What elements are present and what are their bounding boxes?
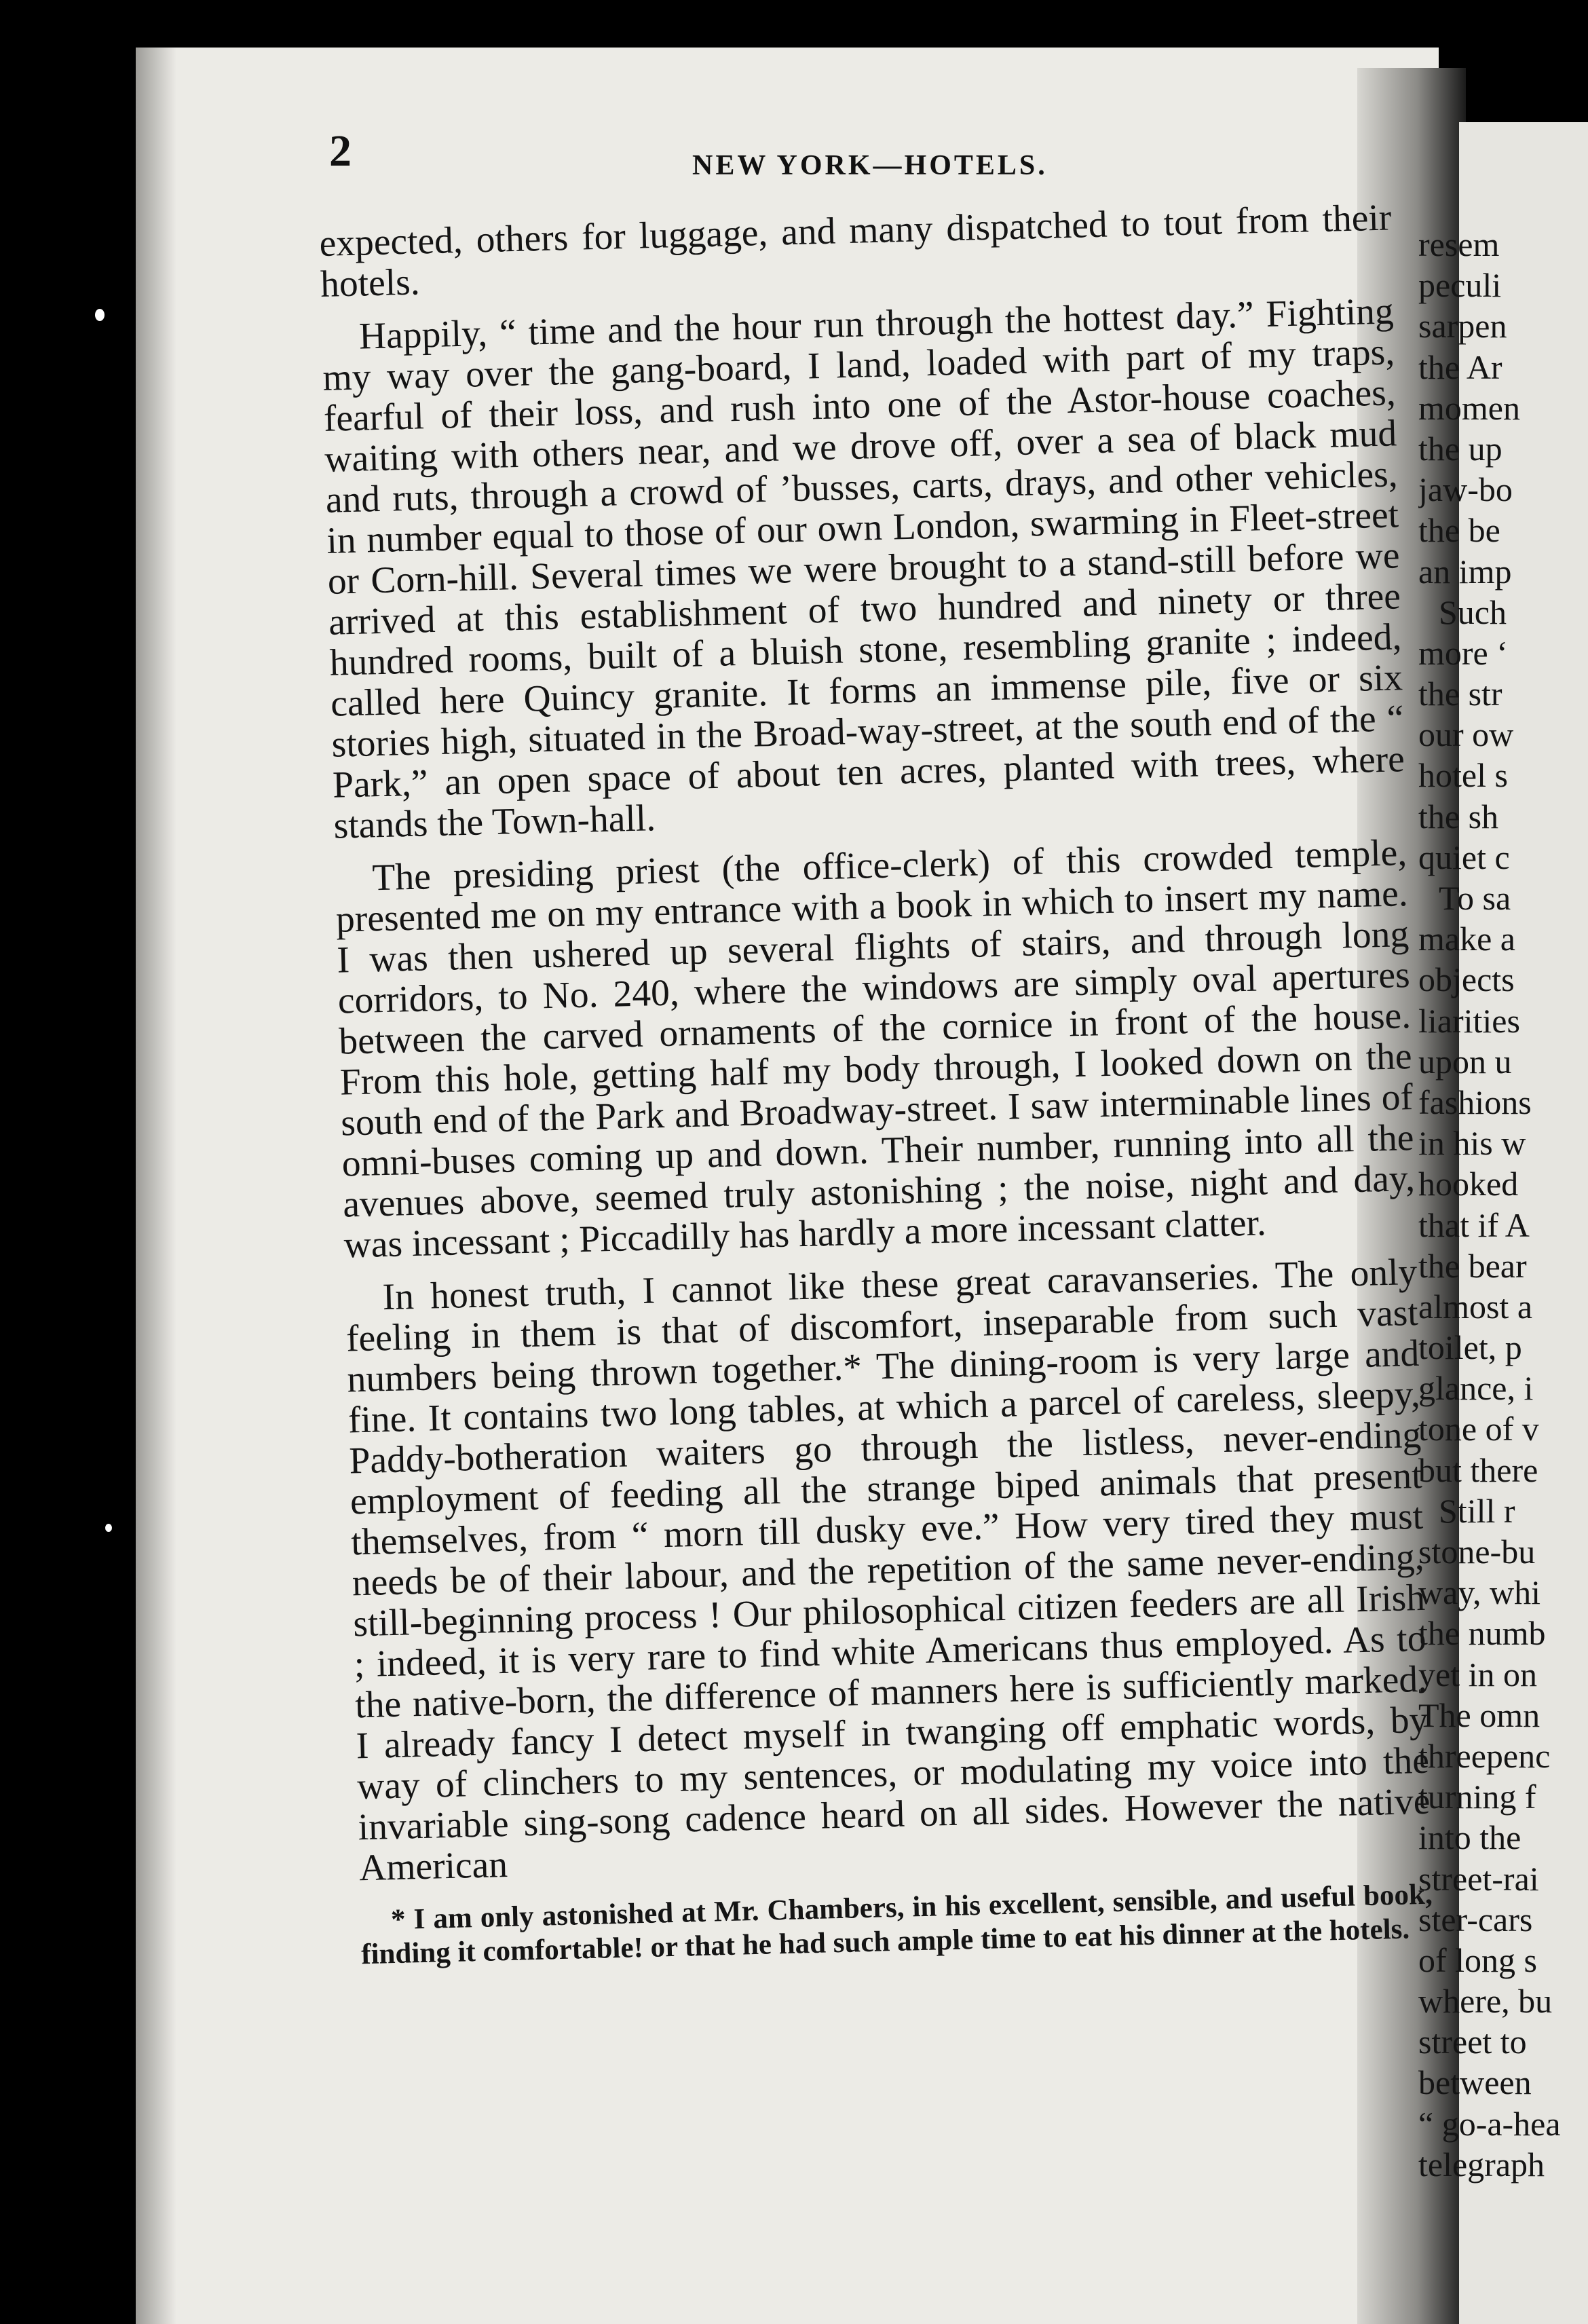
right-page-line: the numb	[1418, 1614, 1546, 1653]
right-page-line: between	[1418, 2063, 1532, 2102]
right-page-line: quiet c	[1418, 838, 1510, 876]
right-page-line: way, whi	[1418, 1573, 1541, 1612]
right-page-line: fashions	[1418, 1083, 1532, 1121]
right-page-line: almost a	[1418, 1287, 1533, 1326]
right-page-line: the be	[1418, 511, 1500, 550]
page-number: 2	[329, 126, 352, 176]
right-page-line: The omn	[1418, 1695, 1540, 1734]
right-page-line: “ go-a-hea	[1418, 2104, 1561, 2143]
footnote: * I am only astonished at Mr. Chambers, in his excellent, sensible, and useful book, finding it comfortable! or that he had such ample time to eat his dinner at the hotels.	[360, 1878, 1433, 1971]
right-page-line: tone of v	[1418, 1410, 1539, 1448]
right-page-text	[1418, 224, 1588, 2185]
right-page-line: glance, i	[1418, 1369, 1534, 1408]
paragraph: The presiding priest (the office-clerk) of this crowded temple, presented me on my entrance with a book in which to insert my name. I was then ushered up several flights of stairs, and through long corridors, to No. 240, where the windows are simply oval apertures between the carved ornaments of the cornice in front of the house. From this hole, getting half my body through, I looked down on the south end of the Park and Broadway-street. I saw interminable lines of omni-buses coming up and down. Their number, running into all the avenues above, seemed truly astonishing ; the noise, night and day, was incessant ; Piccadilly has hardly a more incessant clatter.	[335, 832, 1416, 1267]
right-page-line: an imp	[1418, 552, 1512, 591]
right-page-line: of long s	[1418, 1941, 1537, 1979]
right-page-line: the Ar	[1418, 348, 1502, 386]
dust-speck	[105, 1524, 112, 1532]
right-page-line: liarities	[1418, 1001, 1520, 1040]
right-page-line: into the	[1418, 1818, 1521, 1857]
right-page-line: objects	[1418, 960, 1515, 999]
right-page-line: the bear	[1418, 1246, 1527, 1285]
right-page-line: street-rai	[1418, 1859, 1539, 1898]
right-page-line: upon u	[1418, 1042, 1512, 1081]
right-page-line: To sa	[1439, 879, 1511, 917]
right-page-line: threepenc	[1418, 1736, 1551, 1775]
right-page-line: stone-bu	[1418, 1533, 1536, 1571]
right-page-line: hooked	[1418, 1165, 1519, 1203]
right-page-line: telegraph	[1418, 2145, 1545, 2184]
right-page-line: momen	[1418, 388, 1520, 427]
right-page-line: turning f	[1418, 1778, 1536, 1816]
right-page-line: peculi	[1418, 266, 1502, 305]
right-page-line: in his w	[1418, 1124, 1526, 1163]
right-page-line: jaw-bo	[1418, 470, 1513, 509]
dust-speck	[95, 309, 105, 321]
page-edge-shadow	[136, 48, 176, 2324]
right-page-line: that if A	[1418, 1205, 1530, 1244]
right-page-line: resem	[1418, 225, 1500, 263]
right-page-line: sarpen	[1418, 307, 1507, 345]
right-page-line: yet in on	[1418, 1655, 1537, 1693]
right-page-line: but there	[1418, 1450, 1538, 1489]
right-page-line: our ow	[1418, 715, 1514, 754]
paragraph: Happily, “ time and the hour run through the hottest day.” Fighting my way over the gang-board, I land, loaded with part of my traps, fearful of their loss, and rush into one of the Astor-house coaches, waiting with others near, and we drove off, over a sea of black mud and ruts, through a crowd of ’busses, carts, drays, and other vehicles, in number equal to those of our own London, swarming in Fleet-street or Corn-hill. Several times we were brought to a stand-still before we arrived at this establishment of two hundred and ninety or three hundred rooms, built of a bluish stone, resembling granite ; indeed, called here Quincy granite. It forms an immense pile, five or six stories high, situated in the Broad-way-street, at the south end of the “ Park,” an open space of about ten acres, planted with trees, where stands the Town-hall.	[322, 290, 1405, 847]
paragraph: expected, others for luggage, and many dispatched to tout from their hotels.	[318, 197, 1392, 305]
running-head: NEW YORK—HOTELS.	[692, 150, 1048, 181]
right-page-line: Still r	[1439, 1491, 1515, 1530]
right-page-line: toilet, p	[1418, 1328, 1522, 1367]
right-page-line: ster-cars	[1418, 1900, 1533, 1938]
right-page-line: the str	[1418, 675, 1502, 713]
body-text	[319, 198, 1435, 2001]
right-page-line: Such	[1439, 593, 1507, 631]
right-page-line: the sh	[1418, 797, 1499, 836]
right-page-line: hotel s	[1418, 756, 1508, 795]
right-page-line: street to	[1418, 2023, 1527, 2061]
right-page-line: make a	[1418, 920, 1515, 958]
paragraph: In honest truth, I cannot like these great caravanseries. The only feeling in them is that of discomfort, inseparable from such vast numbers being thrown together.* The dining-room is very large and fine. It contains two long tables, at which a parcel of careless, sleepy, Paddy-botheration waiters go through the listless, never-ending employment of feeding all the strange biped animals that present themselves, from “ morn till dusky eve.” How very tired they must needs be of their labour, and the repetition of the same never-ending, still-beginning process ! Our philosophical citizen feeders are all Irish ; indeed, it is very rare to find white Americans thus employed. As to the native-born, the difference of manners here is sufficiently marked. I already fancy I detect myself in twanging off emphatic words, by way of clinchers to my sentences, or modulating my voice into the invariable sing-song cadence heard on all sides. However the native American	[345, 1251, 1431, 1890]
right-page-line: the up	[1418, 429, 1502, 468]
right-page-line: where, bu	[1418, 1982, 1553, 2021]
right-page-line: more ‘	[1418, 633, 1508, 672]
